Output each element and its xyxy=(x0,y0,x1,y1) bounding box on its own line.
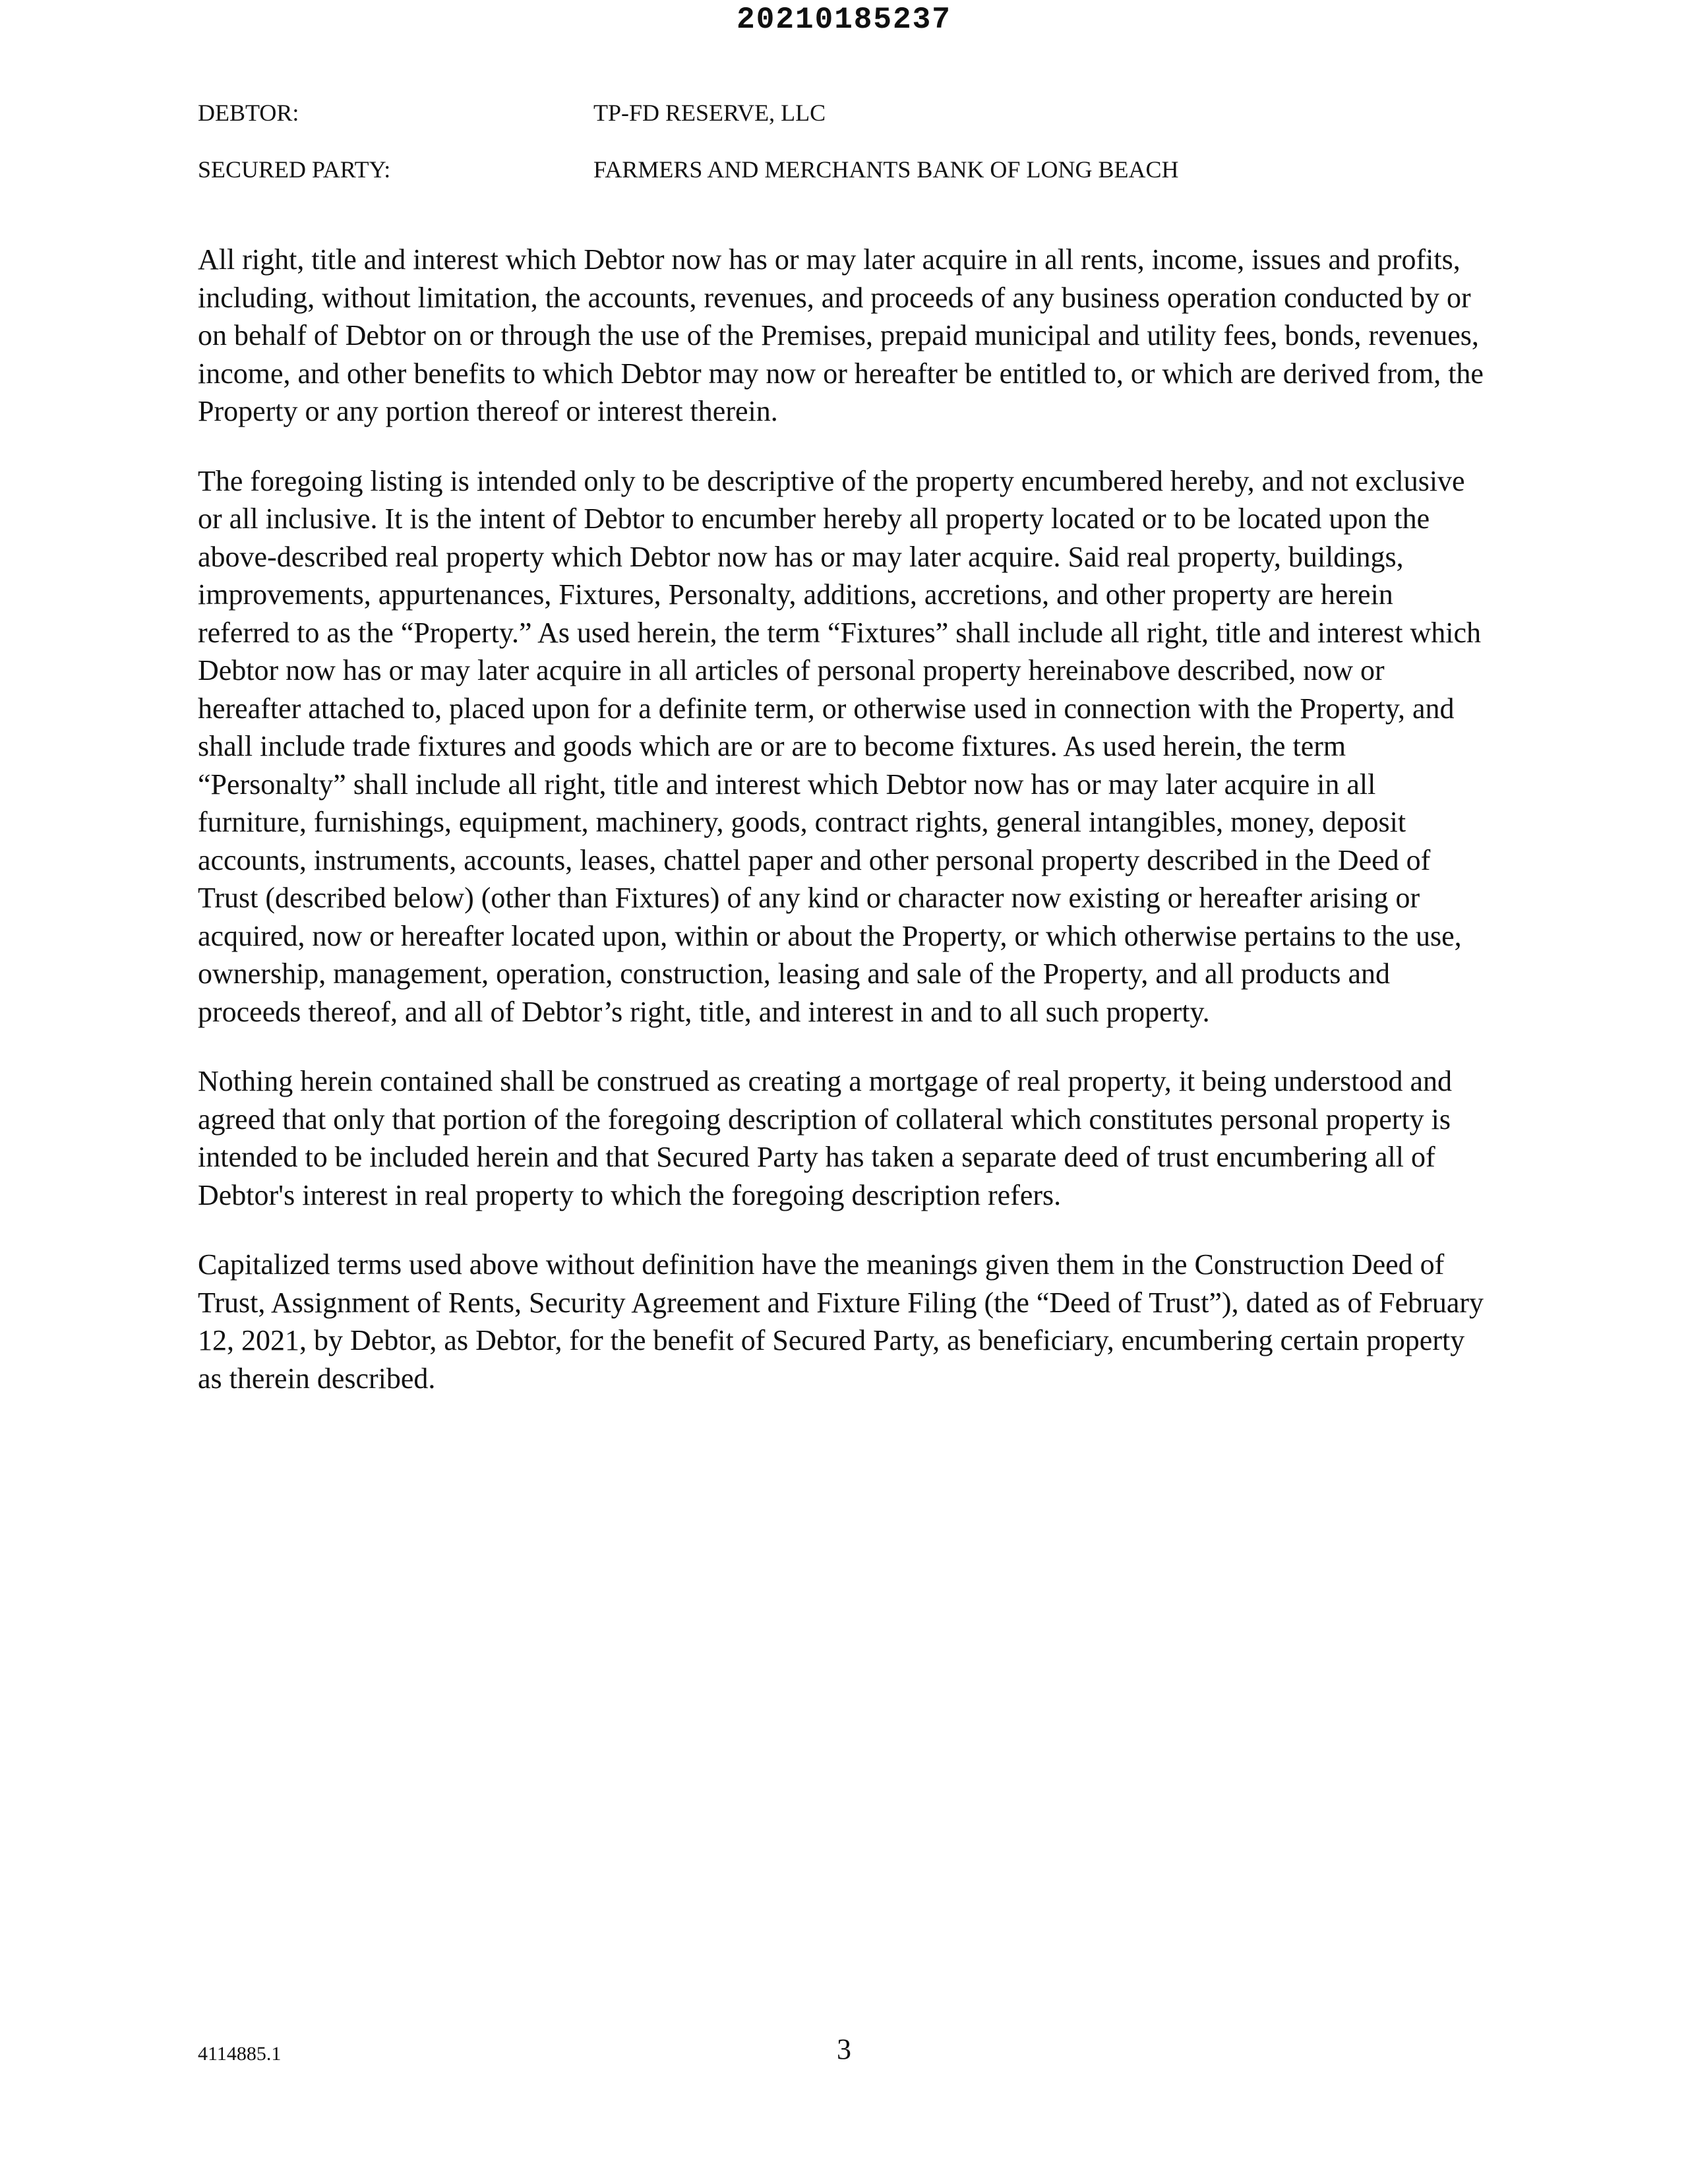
page-number: 3 xyxy=(837,2033,851,2065)
secured-party-value: FARMERS AND MERCHANTS BANK OF LONG BEACH xyxy=(593,156,1179,183)
paragraph-rents-income: All right, title and interest which Debtor now has or may later acquire in all rents, income, issues and profits, including, without limitation, the accounts, revenues, and proceeds of any business operation conducted by or on behalf of Debtor on or through the use of the Premises, prepaid municipal and utility fees, bonds, revenues, income, and other benefits to which Debtor may now or hereafter be entitled to, or which are derived from, the Property or any portion thereof or interest therein. xyxy=(198,243,1484,427)
paragraph-property-description: The foregoing listing is intended only to be descriptive of the property encumbered hereby, and not exclusive or all inclusive. It is the intent of Debtor to encumber hereby all property located or to be located upon the above-described real property which Debtor now has or may later acquire. Said real property, buildings, improvements, appurtenances, Fixtures, Personalty, additions, accretions, and other property are herein referred to as the “Property.” As used herein, the term “Fixtures” shall include all right, title and interest which Debtor now has or may later acquire in all articles of personal property hereinabove described, now or hereafter attached to, placed upon for a definite term, or otherwise used in connection with the Property, and shall include trade fixtures and goods which are or are to become fixtures. As used herein, the term “Personalty” shall include all right, title and interest which Debtor now has or may later acquire in all furniture, furnishings, equipment, machinery, goods, contract rights, general intangibles, money, deposit accounts, instruments, accounts, leases, chattel paper and other personal property described in the Deed of Trust (described below) (other than Fixtures) of any kind or character now existing or hereafter arising or acquired, now or hereafter located upon, within or about the Property, or which otherwise pertains to the use, ownership, management, operation, construction, leasing and sale of the Property, and all products and proceeds thereof, and all of Debtor’s right, title, and interest in and to all such property. xyxy=(198,464,1481,1028)
body-text xyxy=(198,241,1490,1429)
paragraph-no-mortgage: Nothing herein contained shall be construed as creating a mortgage of real property, it being understood and agreed that only that portion of the foregoing description of collateral which constitutes personal property is intended to be included herein and that Secured Party has taken a separate deed of trust encumbering all of Debtor's interest in real property to which the foregoing description refers. xyxy=(198,1065,1452,1211)
debtor-value: TP-FD RESERVE, LLC xyxy=(593,100,826,126)
secured-party-label: SECURED PARTY: xyxy=(198,156,391,183)
debtor-label: DEBTOR: xyxy=(198,100,299,126)
footer-document-id: 4114885.1 xyxy=(198,2043,282,2065)
paragraph-capitalized-terms: Capitalized terms used above without definition have the meanings given them in the Construction Deed of Trust, Assignment of Rents, Security Agreement and Fixture Filing (the “Deed of Trust”), dated as of February 12, 2021, by Debtor, as Debtor, for the benefit of Secured Party, as beneficiary, encumbering certain property as therein described. xyxy=(198,1248,1484,1395)
recording-number: 20210185237 xyxy=(737,3,951,37)
